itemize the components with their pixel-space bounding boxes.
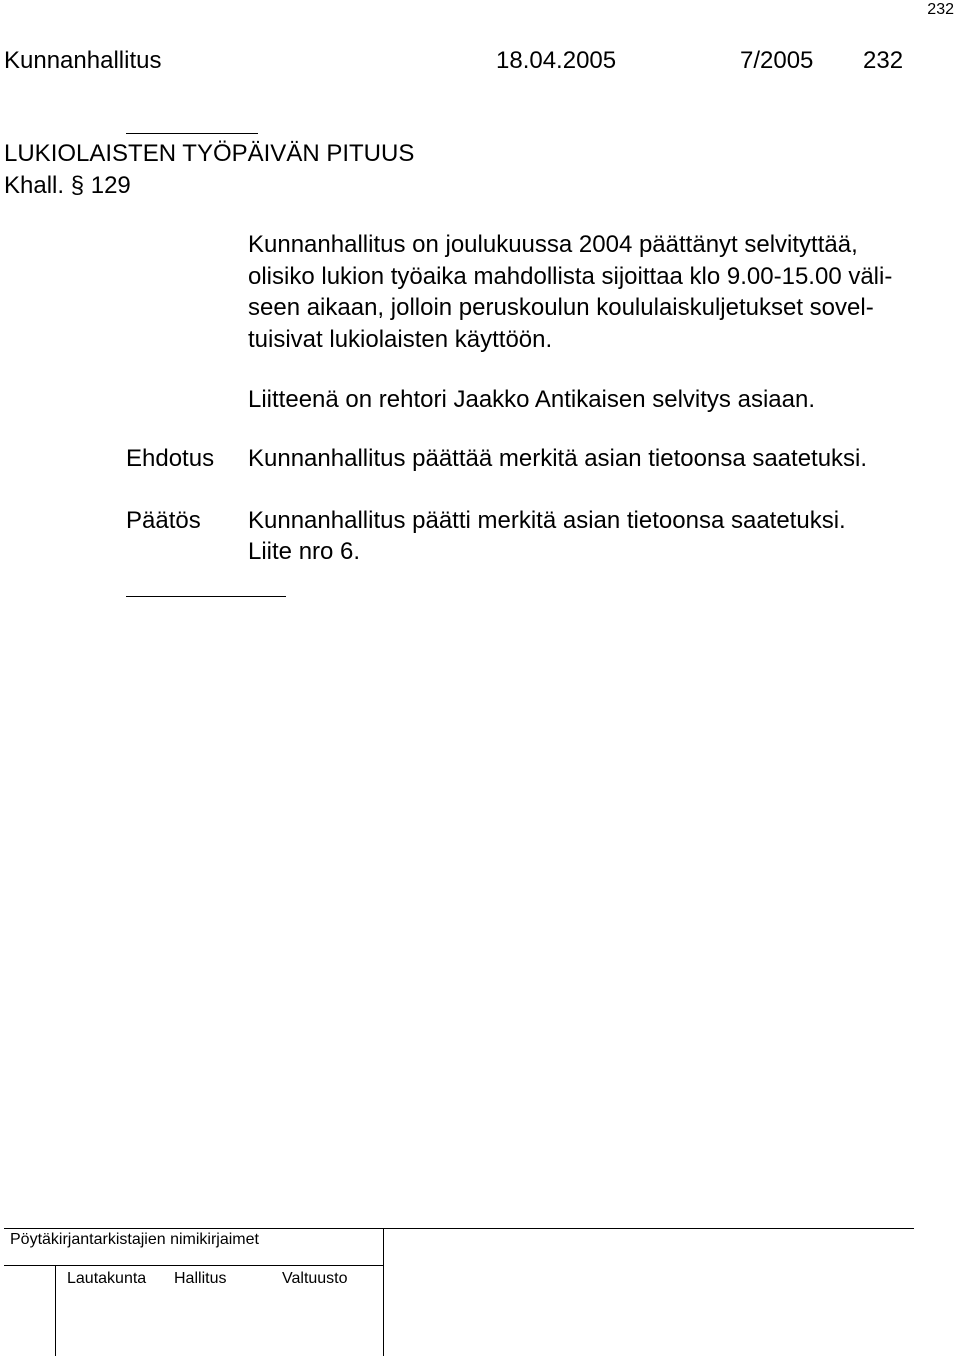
- title-rule: [126, 133, 258, 134]
- signature-table-left-divider: [55, 1265, 56, 1356]
- signature-table-top-rule: [4, 1228, 914, 1229]
- header-page-number: 232: [863, 47, 904, 74]
- header-organ: Kunnanhallitus: [4, 47, 162, 74]
- decision-text: Kunnanhallitus päätti merkitä asian tietoonsa saatetuksi.: [248, 507, 846, 534]
- signature-table-inner-rule: [4, 1265, 383, 1266]
- column-hallitus: Hallitus: [174, 1270, 227, 1287]
- end-rule: [126, 596, 286, 597]
- header-meeting-number: 7/2005: [740, 47, 814, 74]
- section-reference: Khall. § 129: [4, 172, 131, 199]
- body-paragraph-1: [248, 229, 892, 355]
- signatures-label: Pöytäkirjantarkistajien nimikirjaimet: [10, 1231, 259, 1248]
- column-valtuusto: Valtuusto: [282, 1270, 348, 1287]
- body-line: Kunnanhallitus on joulukuussa 2004 päättänyt selvityttää,: [248, 231, 858, 258]
- body-line: seen aikaan, jolloin peruskoulun koululaiskuljetukset sovel-: [248, 294, 874, 321]
- decision-label: Päätös: [126, 507, 201, 534]
- header-date: 18.04.2005: [496, 47, 617, 74]
- decision-attachment: Liite nro 6.: [248, 538, 361, 565]
- proposal-label: Ehdotus: [126, 445, 215, 472]
- body-line: olisiko lukion työaika mahdollista sijoittaa klo 9.00-15.00 väli-: [248, 262, 893, 290]
- body-line: tuisivat lukiolaisten käyttöön.: [248, 325, 553, 353]
- column-lautakunta: Lautakunta: [67, 1270, 147, 1287]
- section-title: LUKIOLAISTEN TYÖPÄIVÄN PITUUS: [4, 140, 415, 167]
- body-paragraph-2: Liitteenä on rehtori Jaakko Antikaisen selvitys asiaan.: [248, 386, 815, 413]
- signature-table-divider: [383, 1228, 384, 1356]
- page-number-corner: 232: [927, 1, 954, 18]
- proposal-text: Kunnanhallitus päättää merkitä asian tietoonsa saatetuksi.: [248, 445, 868, 472]
